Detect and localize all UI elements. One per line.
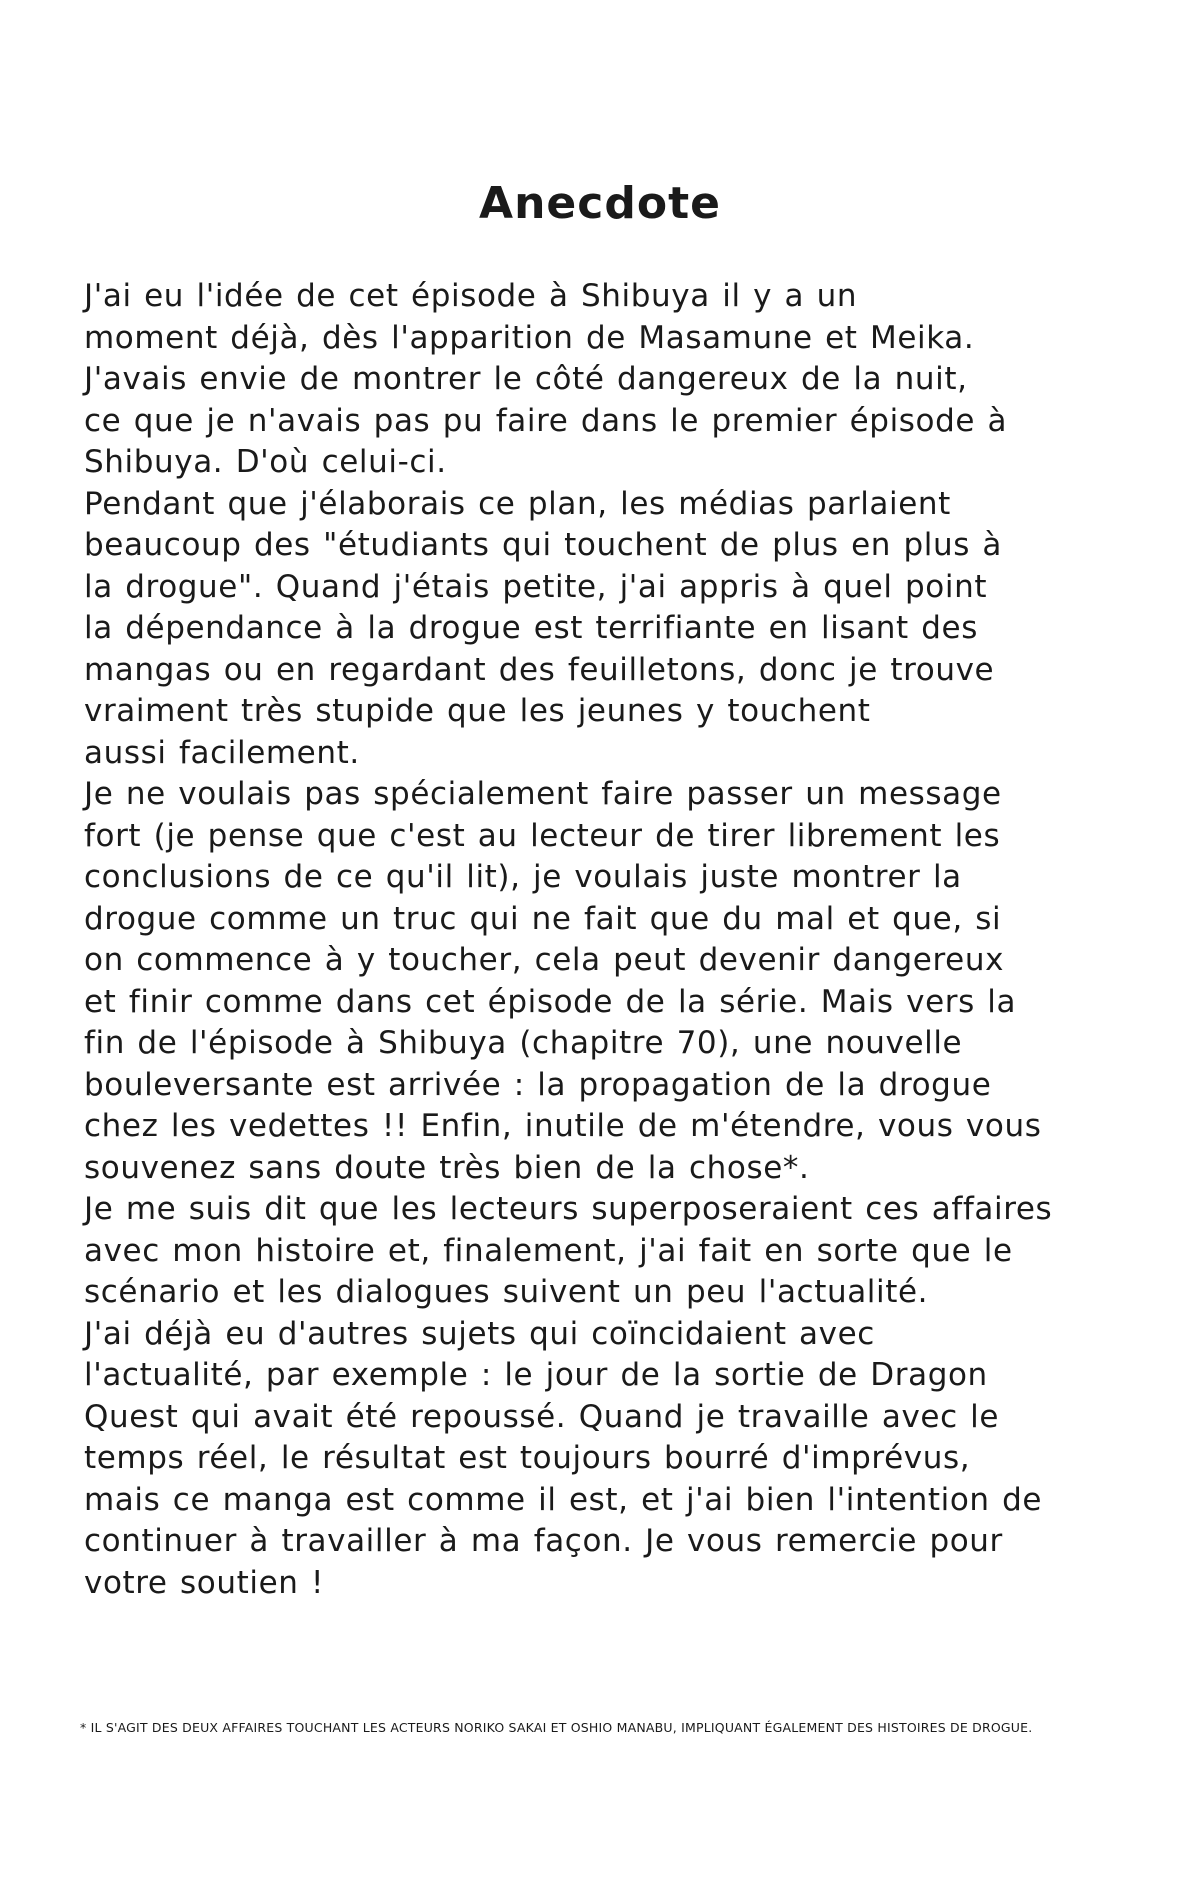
text-line-content: mais ce manga est comme il est, et j'ai bien l'intention de: [84, 1481, 1043, 1518]
text-line: [84, 1189, 1144, 1231]
page-title: Anecdote: [479, 178, 721, 229]
text-line-content: drogue comme un truc qui ne fait que du mal et que, si: [84, 900, 1002, 937]
text-line-content: fort (je pense que c'est au lecteur de tirer librement les: [84, 817, 1001, 854]
text-line-content: chez les vedettes !! Enfin, inutile de m'étendre, vous vous: [84, 1108, 1042, 1144]
text-line: [84, 774, 1144, 816]
text-line-content: souvenez sans doute très bien de la chose*.: [84, 1149, 810, 1186]
text-line-content: et finir comme dans cet épisode de la série. Mais vers la: [84, 983, 1017, 1020]
text-line-content: avec mon histoire et, finalement, j'ai fait en sorte que le: [84, 1232, 1013, 1269]
footnote: * IL S'AGIT DES DEUX AFFAIRES TOUCHANT LES ACTEURS NORIKO SAKAI ET OSHIO MANABU, IMPLIQUANT ÉGALEMENT DES HISTOIRES DE DROGUE.: [80, 1720, 1033, 1735]
text-line: [84, 733, 1144, 775]
text-line: [84, 484, 1144, 526]
text-line-content: moment déjà, dès l'apparition de Masamune et Meika.: [84, 319, 975, 356]
text-line: [84, 899, 1144, 941]
text-line: [84, 401, 1144, 443]
text-line: [84, 940, 1144, 982]
text-line: [84, 1106, 1144, 1148]
text-line: [84, 1563, 1144, 1605]
text-line-content: continuer à travailler à ma façon. Je vous remercie pour: [84, 1523, 1003, 1559]
text-line: [84, 1065, 1144, 1107]
text-line: [84, 442, 1144, 484]
text-line-content: l'actualité, par exemple : le jour de la sortie de Dragon: [84, 1357, 988, 1393]
text-line-content: scénario et les dialogues suivent un peu l'actualité.: [84, 1274, 929, 1310]
text-line-content: ce que je n'avais pas pu faire dans le premier épisode à: [84, 402, 1008, 439]
text-line: [84, 359, 1144, 401]
text-line-content: Je ne voulais pas spécialement faire passer un message: [84, 776, 1002, 812]
text-line: [84, 691, 1144, 733]
text-line-content: vraiment très stupide que les jeunes y touchent: [84, 693, 871, 729]
text-line-content: votre soutien !: [84, 1564, 324, 1601]
text-line-content: J'ai déjà eu d'autres sujets qui coïncidaient avec: [84, 1315, 875, 1352]
text-line-content: beaucoup des "étudiants qui touchent de plus en plus à: [84, 527, 1003, 563]
text-line-content: la dépendance à la drogue est terrifiante en lisant des: [84, 610, 978, 646]
text-line: [84, 318, 1144, 360]
text-line-content: J'ai eu l'idée de cet épisode à Shibuya il y a un: [84, 278, 858, 314]
text-line-content: bouleversante est arrivée : la propagation de la drogue: [84, 1066, 992, 1103]
text-line: [84, 650, 1144, 692]
text-line: [84, 1355, 1144, 1397]
text-line: [84, 1521, 1144, 1563]
text-line: [84, 1023, 1144, 1065]
text-line-content: Shibuya. D'où celui-ci.: [84, 444, 447, 480]
text-line-content: fin de l'épisode à Shibuya (chapitre 70), une nouvelle: [84, 1025, 963, 1061]
text-line-content: conclusions de ce qu'il lit), je voulais juste montrer la: [84, 859, 962, 895]
text-line: [84, 1438, 1144, 1480]
text-line-content: Pendant que j'élaborais ce plan, les médias parlaient: [84, 485, 951, 522]
text-line: [84, 816, 1144, 858]
text-line: [84, 525, 1144, 567]
text-line: [84, 1397, 1144, 1439]
text-line-content: mangas ou en regardant des feuilletons, donc je trouve: [84, 651, 995, 688]
text-line-content: Quest qui avait été repoussé. Quand je travaille avec le: [84, 1398, 1000, 1435]
text-line: [84, 276, 1144, 318]
text-line-content: la drogue". Quand j'étais petite, j'ai appris à quel point: [84, 568, 988, 605]
text-line: [84, 608, 1144, 650]
anecdote-body: [84, 276, 1144, 1604]
text-line-content: on commence à y toucher, cela peut devenir dangereux: [84, 942, 1005, 978]
text-line: [84, 982, 1144, 1024]
text-line: [84, 567, 1144, 609]
text-line-content: J'avais envie de montrer le côté dangereux de la nuit,: [84, 361, 968, 397]
text-line: [84, 1480, 1144, 1522]
text-line: [84, 1314, 1144, 1356]
text-line: [84, 1272, 1144, 1314]
text-line: [84, 1148, 1144, 1190]
text-line-content: temps réel, le résultat est toujours bourré d'imprévus,: [84, 1440, 971, 1476]
text-line-content: Je me suis dit que les lecteurs superposeraient ces affaires: [84, 1191, 1053, 1227]
text-line: [84, 1231, 1144, 1273]
text-line-content: aussi facilement.: [84, 734, 360, 771]
text-line: [84, 857, 1144, 899]
